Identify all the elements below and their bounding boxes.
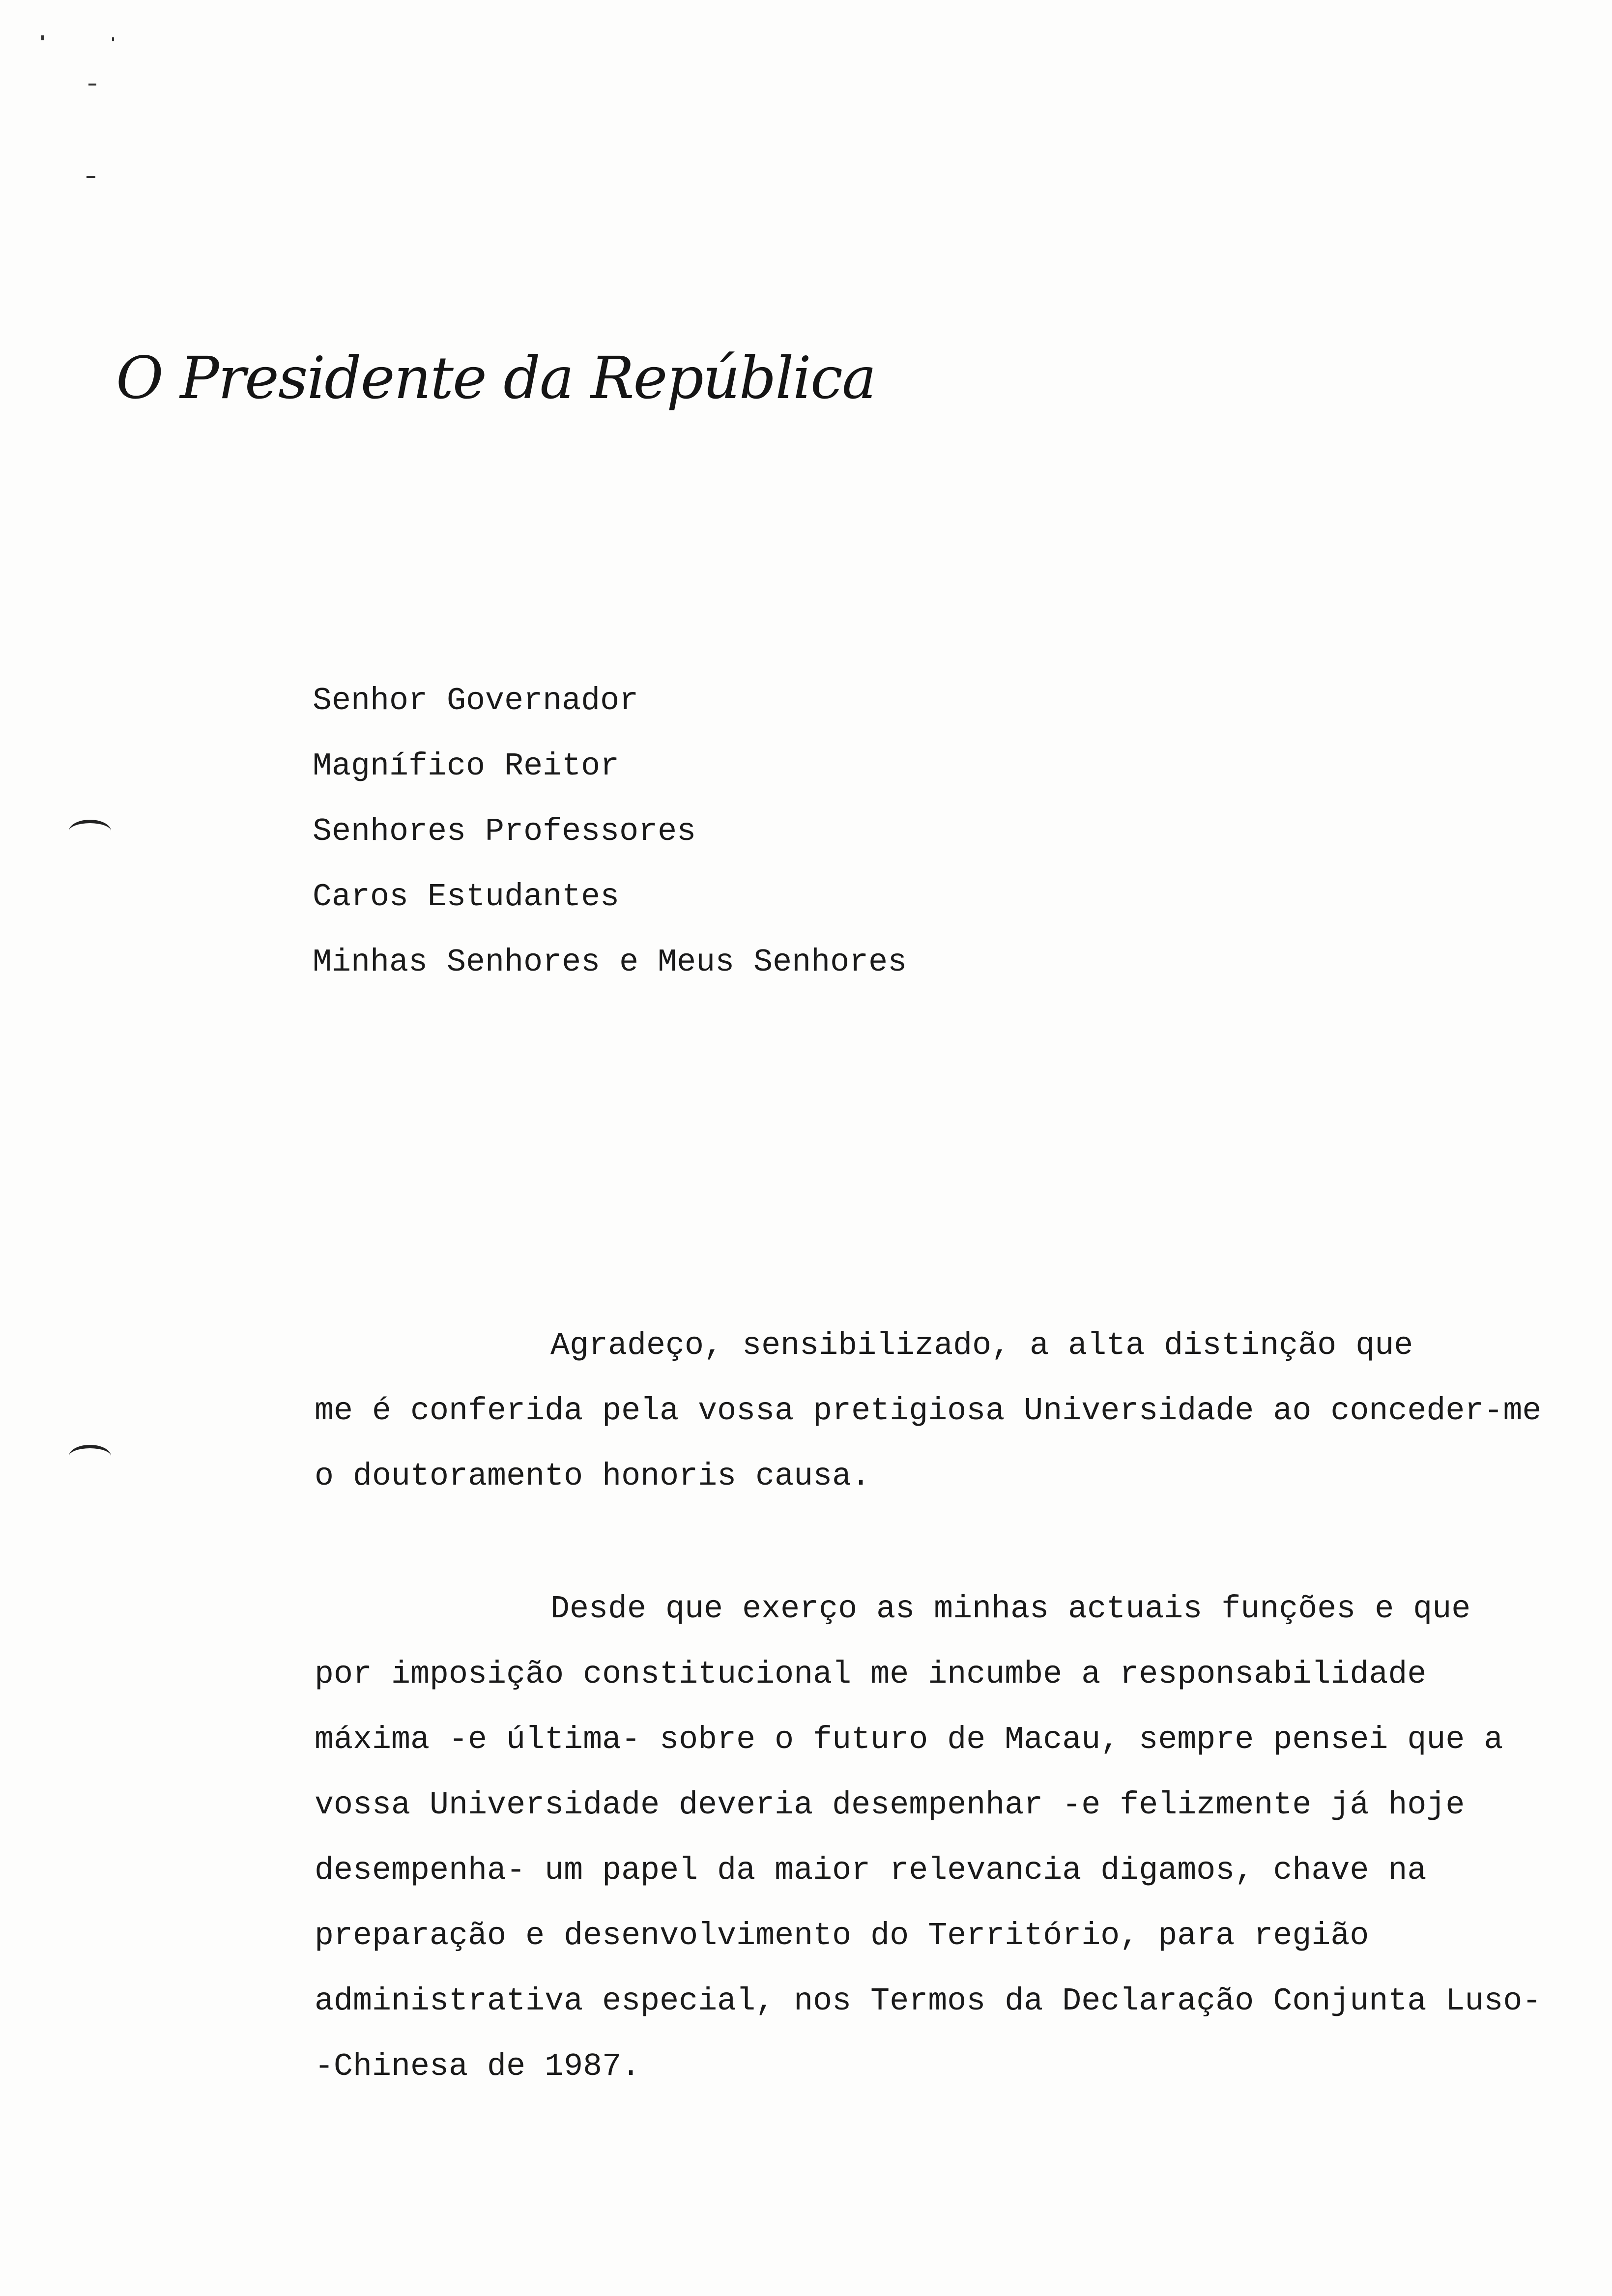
- scan-mark: [41, 35, 44, 40]
- salutation-block: [313, 668, 907, 995]
- paragraph-line: Desde que exerço as minhas actuais funções e que: [550, 1591, 1471, 1627]
- paragraph-line: me é conferida pela vossa pretigiosa Universidade ao conceder-me: [315, 1393, 1542, 1429]
- paragraph-line: desempenha- um papel da maior relevancia digamos, chave na: [315, 1852, 1427, 1889]
- scan-mark: [88, 84, 96, 86]
- punch-hole-mark: [69, 820, 111, 843]
- scan-mark: [86, 176, 95, 178]
- paragraph-line: administrativa especial, nos Termos da Declaração Conjunta Luso-: [315, 1983, 1542, 2019]
- salutation-line: Senhores Professores: [313, 813, 696, 850]
- scan-mark: [112, 37, 114, 41]
- paragraph-line: preparação e desenvolvimento do Território, para região: [315, 1918, 1369, 1954]
- salutation-line: Minhas Senhores e Meus Senhores: [313, 944, 907, 980]
- paragraph-line: o doutoramento honoris causa.: [315, 1458, 871, 1494]
- punch-hole-mark: [69, 1445, 111, 1468]
- salutation-line: Senhor Governador: [313, 683, 639, 719]
- paragraph-line: máxima -e última- sobre o futuro de Macau, sempre pensei que a: [315, 1722, 1503, 1758]
- paragraph-line: por imposição constitucional me incumbe a responsabilidade: [315, 1656, 1427, 1693]
- paragraph-2: [315, 1577, 1541, 2099]
- paragraph-1: [315, 1313, 1541, 1509]
- paragraph-line: vossa Universidade deveria desempenhar -e felizmente já hoje: [315, 1787, 1465, 1823]
- salutation-line: Caros Estudantes: [313, 879, 620, 915]
- salutation-line: Magnífico Reitor: [313, 748, 620, 784]
- paragraph-line: Agradeço, sensibilizado, a alta distinção que: [550, 1327, 1413, 1364]
- letterhead-script: O Presidente da República: [116, 344, 876, 412]
- paragraph-line: -Chinesa de 1987.: [315, 2048, 641, 2085]
